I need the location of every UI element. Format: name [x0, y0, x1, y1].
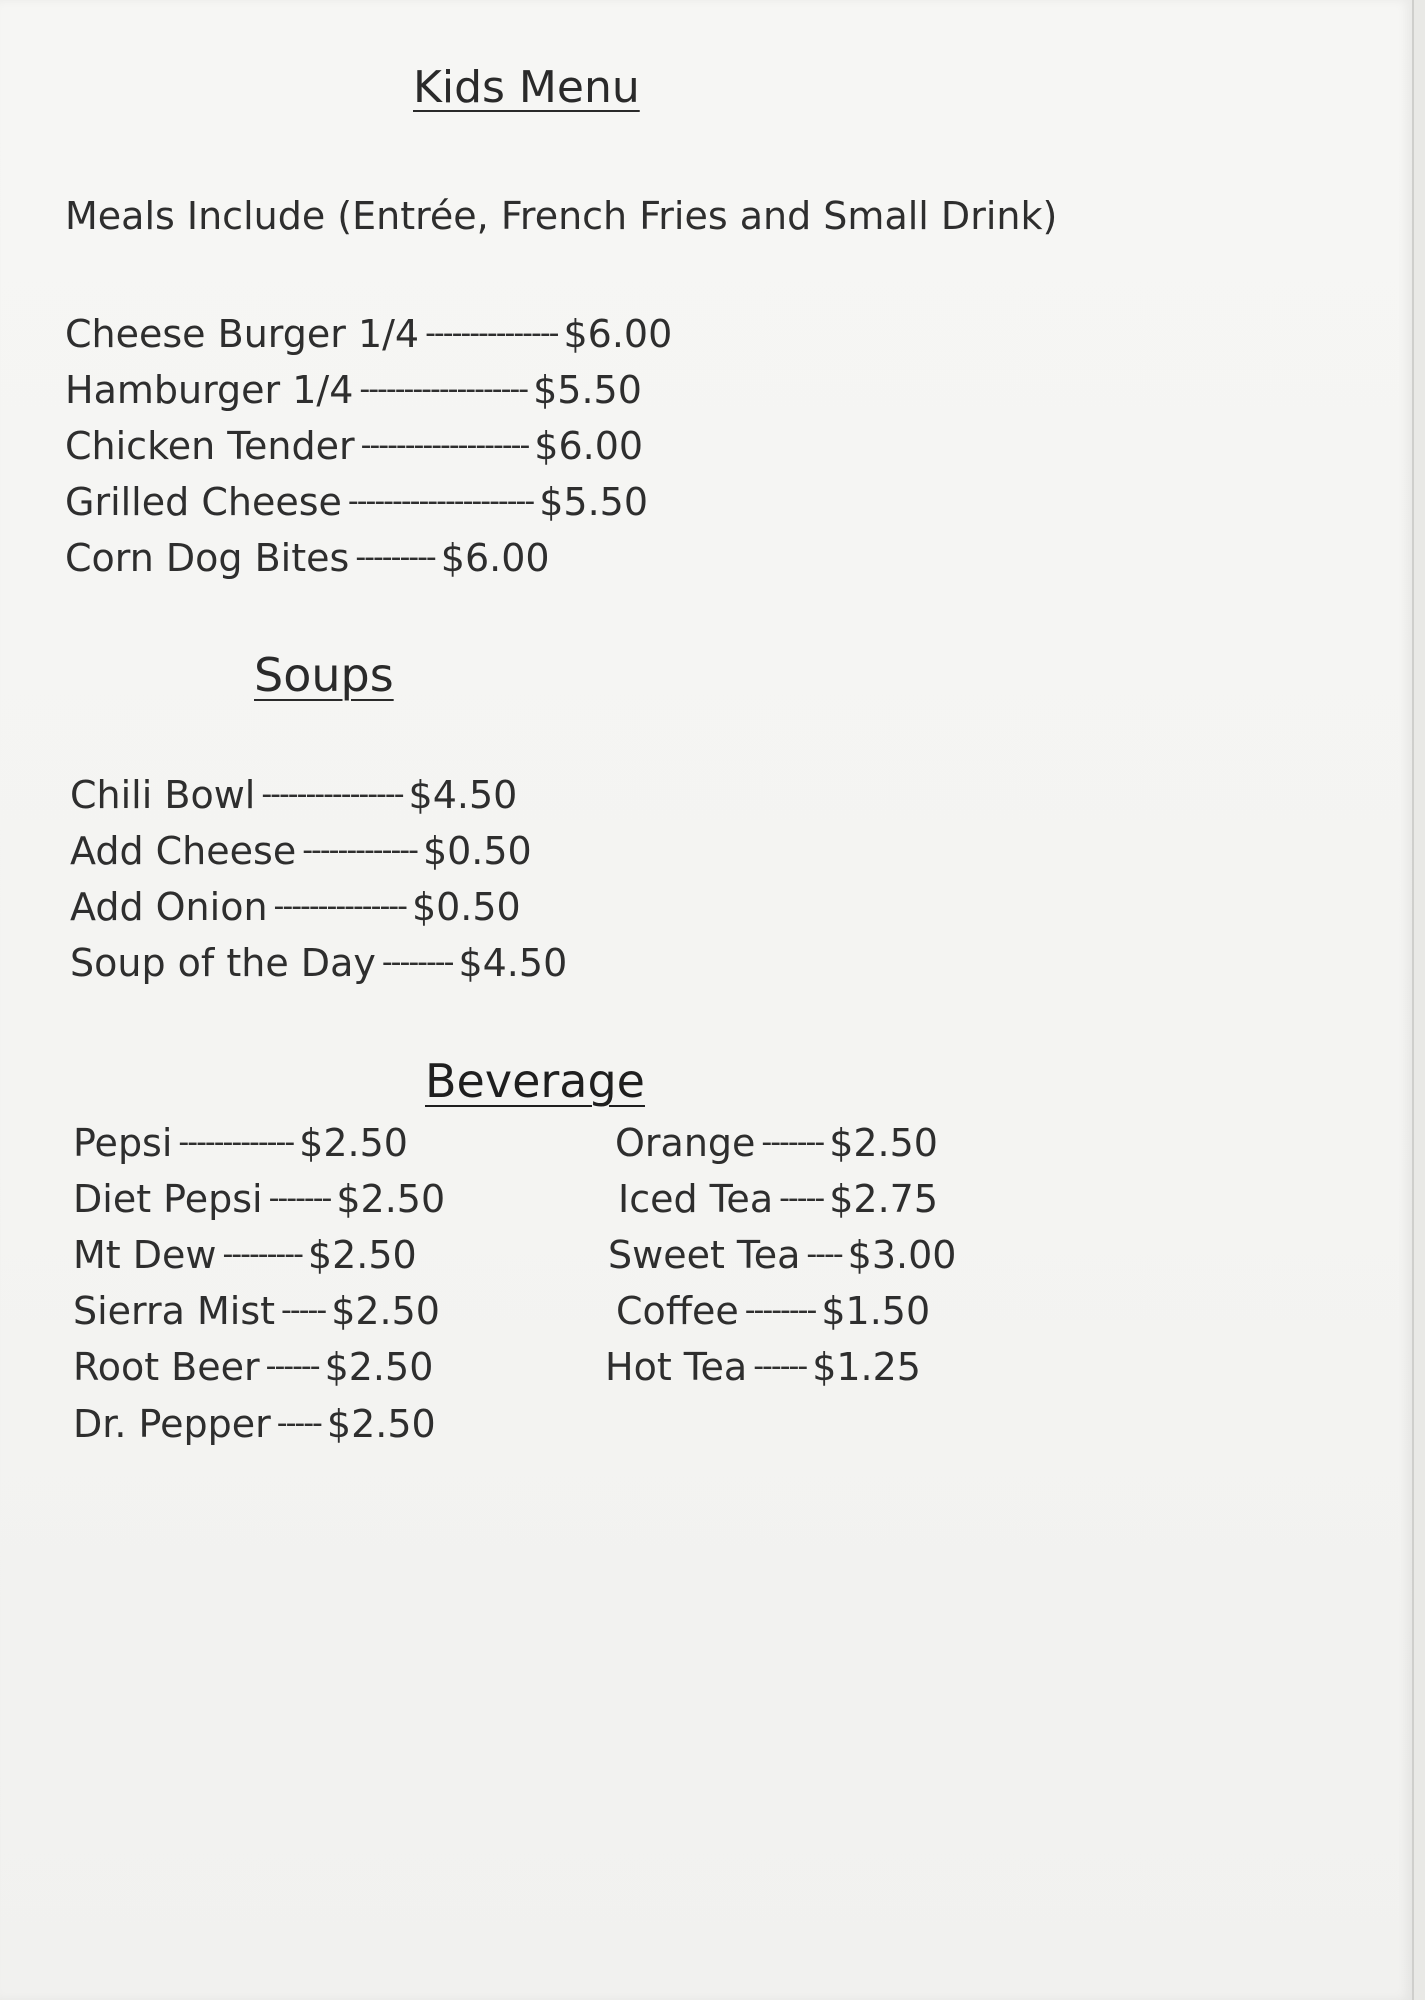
item-name: Hot Tea	[605, 1345, 748, 1389]
item-price: $4.50	[408, 773, 518, 817]
item-price: $2.75	[829, 1177, 939, 1221]
beverage-title: Beverage	[425, 1054, 645, 1108]
item-price: $1.50	[821, 1289, 931, 1333]
item-name: Coffee	[616, 1289, 739, 1333]
leader-dots: -------------	[178, 1125, 294, 1160]
item-price: $2.50	[299, 1121, 408, 1165]
meals-include-note: Meals Include (Entrée, French Fries and Small Drink)	[65, 194, 1058, 238]
menu-item	[65, 312, 672, 356]
item-name: Soup of the Day	[70, 941, 376, 985]
item-price: $2.50	[336, 1177, 446, 1221]
beverage-item	[73, 1121, 408, 1165]
beverage-item	[73, 1177, 445, 1221]
leader-dots: -------------------	[359, 372, 528, 407]
soups-title: Soups	[254, 648, 394, 702]
item-name: Hamburger 1/4	[65, 368, 354, 412]
leader-dots: -------------------	[360, 428, 529, 463]
leader-dots: ------	[265, 1349, 319, 1384]
beverage-item	[73, 1233, 417, 1277]
beverage-item	[616, 1289, 930, 1333]
item-name: Sweet Tea	[608, 1233, 801, 1277]
beverage-item	[608, 1233, 956, 1277]
menu-item	[70, 885, 521, 929]
leader-dots: ---------------	[425, 316, 558, 351]
item-name: Cheese Burger 1/4	[65, 312, 420, 356]
item-name: Pepsi	[73, 1121, 173, 1165]
leader-dots: ---------	[355, 540, 435, 575]
menu-item	[70, 829, 532, 873]
leader-dots: -----	[779, 1181, 824, 1216]
item-name: Iced Tea	[618, 1177, 774, 1221]
item-price: $6.00	[534, 424, 644, 468]
leader-dots: -------	[761, 1125, 824, 1160]
menu-item	[65, 424, 643, 468]
item-price: $6.00	[563, 312, 673, 356]
beverage-item	[73, 1345, 433, 1389]
leader-dots: ---------	[222, 1237, 302, 1272]
item-name: Chicken Tender	[65, 424, 355, 468]
menu-item	[70, 941, 567, 985]
item-name: Root Beer	[73, 1345, 260, 1389]
item-price: $2.50	[324, 1345, 434, 1389]
beverage-item	[605, 1345, 921, 1389]
item-name: Diet Pepsi	[73, 1177, 263, 1221]
beverage-item	[615, 1121, 938, 1165]
item-name: Orange	[615, 1121, 756, 1165]
menu-item	[70, 773, 517, 817]
leader-dots: ----------------	[261, 777, 403, 812]
leader-dots: -----	[276, 1406, 321, 1441]
item-price: $0.50	[411, 885, 521, 929]
item-price: $2.50	[829, 1121, 938, 1165]
leader-dots: ----	[806, 1237, 842, 1272]
beverage-item	[618, 1177, 938, 1221]
item-price: $5.50	[533, 368, 642, 412]
leader-dots: -------------	[302, 833, 417, 868]
item-price: $0.50	[422, 829, 532, 873]
item-name: Chili Bowl	[70, 773, 256, 817]
item-price: $2.50	[326, 1402, 436, 1446]
item-name: Grilled Cheese	[65, 480, 342, 524]
item-price: $4.50	[458, 941, 568, 985]
leader-dots: --------	[381, 945, 453, 980]
leader-dots: ---------------------	[347, 484, 534, 519]
leader-dots: --------	[744, 1293, 816, 1328]
leader-dots: -------	[268, 1181, 331, 1216]
item-price: $6.00	[440, 536, 550, 580]
leader-dots: ------	[753, 1349, 807, 1384]
item-price: $2.50	[307, 1233, 417, 1277]
item-price: $1.25	[812, 1345, 921, 1389]
kids-menu-title: Kids Menu	[413, 62, 640, 113]
beverage-item	[73, 1402, 436, 1446]
item-name: Add Onion	[70, 885, 268, 929]
menu-item	[65, 480, 648, 524]
item-name: Mt Dew	[73, 1233, 217, 1277]
leader-dots: -----	[281, 1293, 326, 1328]
item-name: Corn Dog Bites	[65, 536, 350, 580]
menu-item	[65, 368, 642, 412]
item-price: $3.00	[847, 1233, 957, 1277]
item-price: $5.50	[539, 480, 649, 524]
leader-dots: ---------------	[273, 889, 406, 924]
menu-item	[65, 536, 550, 580]
item-name: Dr. Pepper	[73, 1402, 271, 1446]
beverage-item	[73, 1289, 440, 1333]
item-name: Sierra Mist	[73, 1289, 276, 1333]
item-name: Add Cheese	[70, 829, 297, 873]
item-price: $2.50	[331, 1289, 440, 1333]
